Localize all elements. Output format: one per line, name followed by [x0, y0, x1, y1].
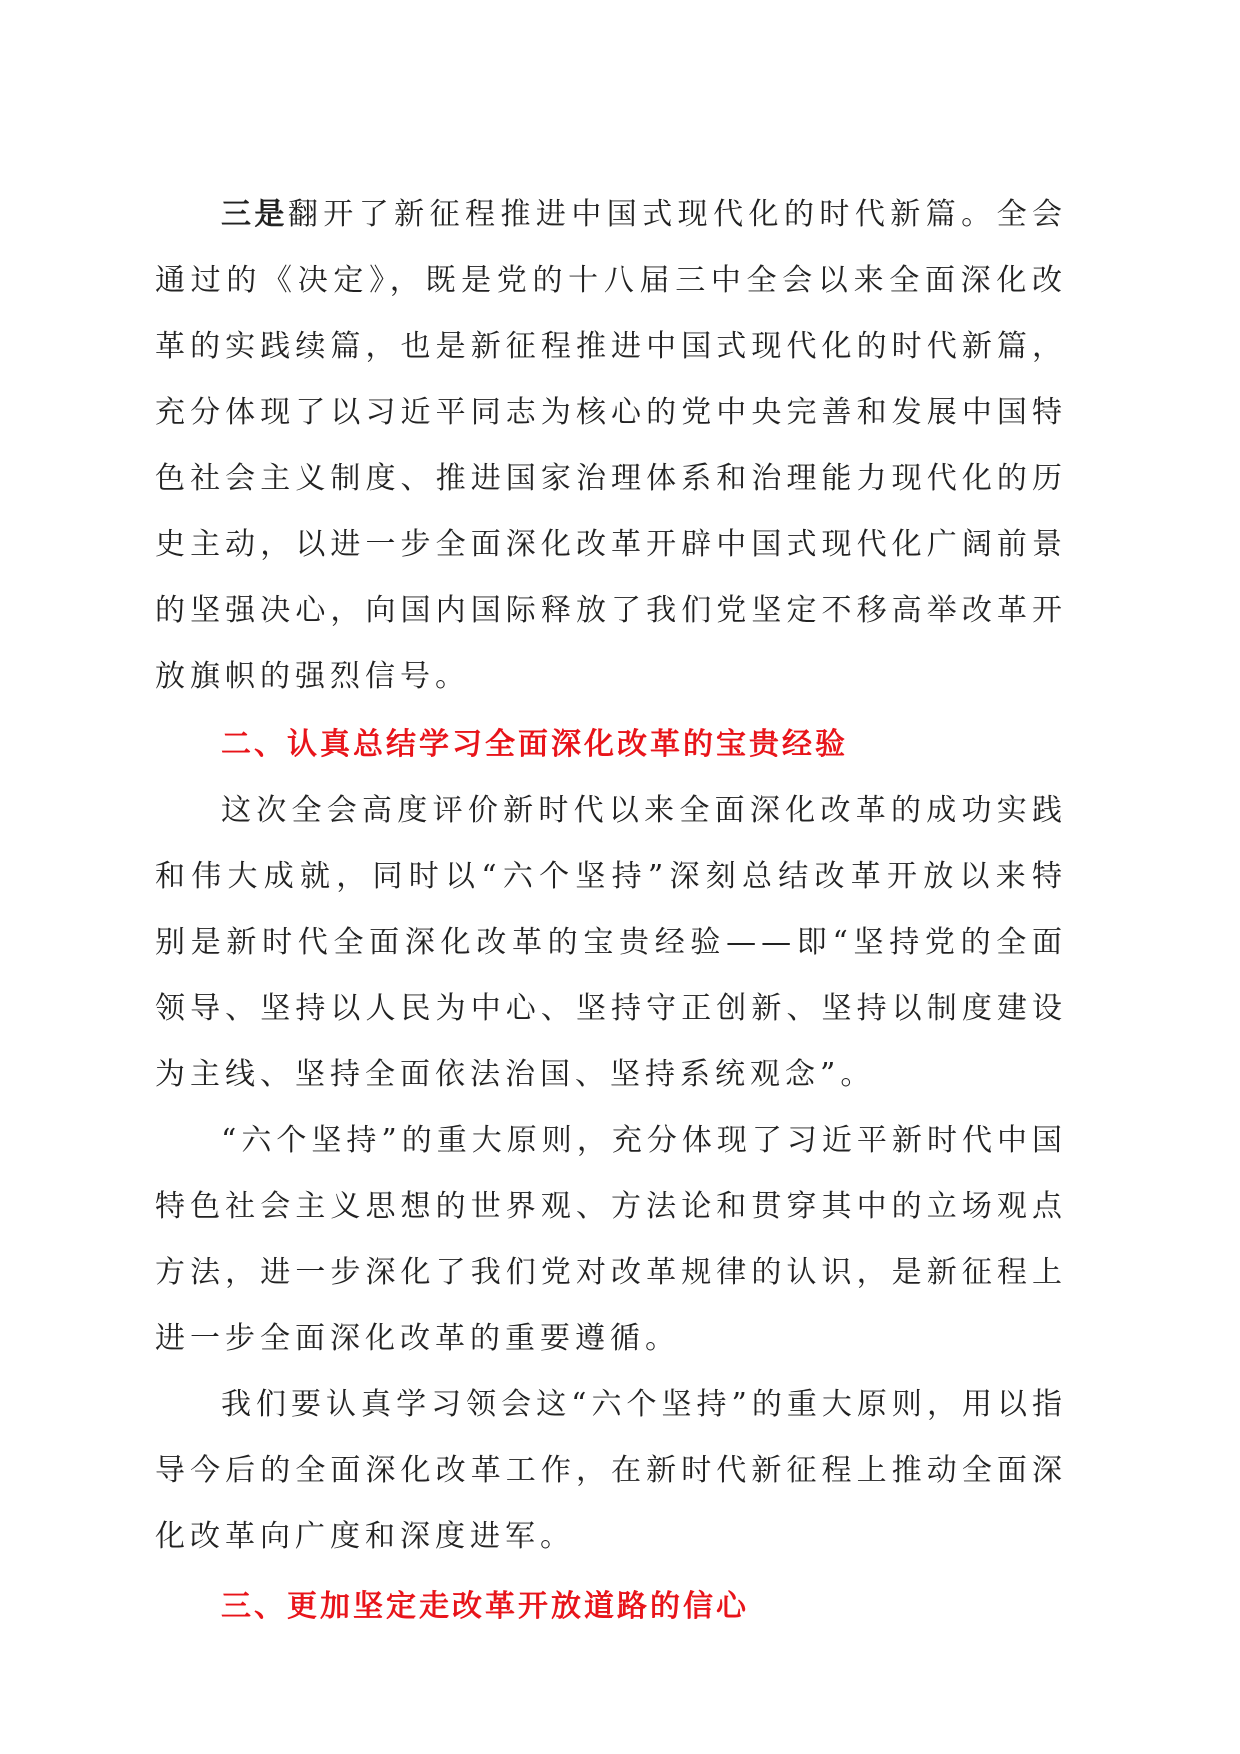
paragraph-lead-bold: 三是	[221, 197, 288, 232]
section-heading-confidence-reform: 三、更加坚定走改革开放道路的信心	[221, 1589, 749, 1624]
paragraph-body: 翻开了新征程推进中国式现代化的时代新篇。全会通过的《决定》，既是党的十八届三中全会以来全面深化改革的实践续篇，也是新征程推进中国式现代化的时代新篇，充分体现了以习近平同志为核心的党中央完善和发展中国特色社会主义制度、推进国家治理体系和治理能力现代化的历史主动，以进一步全面深化改革开辟中国式现代化广阔前景的坚强决心，向国内国际释放了我们党坚定不移高举改革开放旗帜的强烈信号。	[155, 197, 1068, 694]
document-page	[155, 182, 1067, 1640]
section-heading-summarize-experience: 二、认真总结学习全面深化改革的宝贵经验	[221, 727, 848, 762]
paragraph-decision-new-chapter	[155, 182, 1067, 710]
paragraph-six-adherences-principles: “六个坚持”的重大原则，充分体现了习近平新时代中国特色社会主义思想的世界观、方法论和贯穿其中的立场观点方法，进一步深化了我们党对改革规律的认识，是新征程上进一步全面深化改革的重要遵循。	[155, 1123, 1067, 1356]
paragraph-study-and-apply: 我们要认真学习领会这“六个坚持”的重大原则，用以指导今后的全面深化改革工作，在新时代新征程上推动全面深化改革向广度和深度进军。	[155, 1387, 1067, 1554]
paragraph-six-adherences-summary: 这次全会高度评价新时代以来全面深化改革的成功实践和伟大成就，同时以“六个坚持”深刻总结改革开放以来特别是新时代全面深化改革的宝贵经验——即“坚持党的全面领导、坚持以人民为中心、坚持守正创新、坚持以制度建设为主线、坚持全面依法治国、坚持系统观念”。	[155, 793, 1067, 1092]
